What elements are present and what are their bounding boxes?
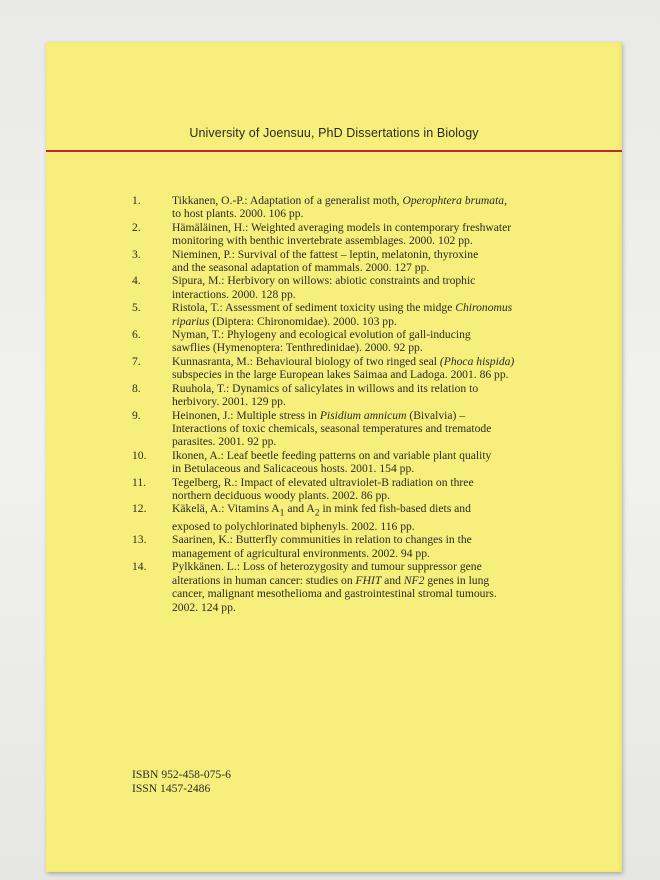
list-item-citation: Sipura, M.: Herbivory on willows: abiotic constraints and trophic interactions. 2000. 128 pp. — [172, 274, 476, 301]
list-item — [132, 355, 572, 382]
list-item — [132, 560, 572, 614]
list-item-number: 10. — [132, 448, 147, 462]
list-item — [132, 328, 572, 355]
list-item-citation: Nieminen, P.: Survival of the fattest – leptin, melatonin, thyroxine and the seasonal adaptation of mammals. 2000. 127 pp. — [172, 247, 479, 275]
list-item — [132, 248, 572, 275]
list-item — [132, 449, 572, 476]
list-item-citation: Heinonen, J.: Multiple stress in Pisidium amnicum (Bivalvia) – Interactions of toxic chemicals, seasonal temperatures and trematode parasites. 2001. 92 pp. — [172, 408, 492, 449]
identifier-block — [132, 768, 231, 796]
list-item-number: 5. — [132, 301, 141, 315]
issn-number: ISSN 1457-2486 — [132, 782, 211, 795]
list-item-number: 13. — [132, 533, 147, 547]
isbn-number: ISBN 952-458-075-6 — [132, 768, 231, 781]
list-item — [132, 301, 572, 328]
list-item — [132, 382, 572, 409]
list-item-number: 7. — [132, 354, 141, 368]
list-item — [132, 476, 572, 503]
series-title: University of Joensuu, PhD Dissertations in Biology — [189, 126, 479, 140]
red-divider-rule — [46, 150, 622, 152]
list-item — [132, 533, 572, 560]
dissertation-list — [132, 194, 572, 614]
list-item — [132, 194, 572, 221]
list-item-number: 4. — [132, 274, 141, 288]
list-item-number: 12. — [132, 502, 147, 516]
list-item-citation: Nyman, T.: Phylogeny and ecological evolution of gall-inducing sawflies (Hymenoptera: Tenthredinidae). 2000. 92 pp. — [172, 328, 471, 355]
list-item-citation: Ruuhola, T.: Dynamics of salicylates in willows and its relation to herbivory. 2001. 129 pp. — [172, 381, 479, 409]
list-item-number: 11. — [132, 475, 147, 489]
list-item — [132, 409, 572, 449]
list-item-citation: Tikkanen, O.-P.: Adaptation of a generalist moth, Operophtera brumata, to host plants. 2000. 106 pp. — [172, 194, 508, 221]
list-item-citation: Ikonen, A.: Leaf beetle feeding patterns on and variable plant quality in Betulaceous and Salicaceous hosts. 2001. 154 pp. — [172, 448, 492, 476]
list-item — [132, 221, 572, 248]
list-item-number: 9. — [132, 408, 141, 422]
list-item-number: 1. — [132, 194, 141, 207]
list-item-number: 14. — [132, 560, 147, 574]
list-item — [132, 274, 572, 301]
list-item-citation: Käkelä, A.: Vitamins $A_1$ and $A_2$ in mink fed fish-based diets and exposed to polychlorinated biphenyls. 2002. 116 pp. — [172, 502, 471, 534]
list-item-citation: Kunnasranta, M.: Behavioural biology of two ringed seal (Phoca hispida) subspecies in the large European lakes Saimaa and Ladoga. 2001. 86 pp. — [172, 354, 515, 382]
list-item-number: 6. — [132, 328, 141, 342]
list-item-number: 2. — [132, 220, 141, 234]
list-item-citation: Ristola, T.: Assessment of sediment toxicity using the midge Chironomus riparius (Diptera: Chironomidae). 2000. 103 pp. — [172, 301, 513, 328]
list-item — [132, 502, 572, 533]
list-item-citation: Hämäläinen, H.: Weighted averaging models in contemporary freshwater monitoring with benthic invertebrate assemblages. 2000. 102 pp. — [172, 220, 512, 248]
list-item-citation: Tegelberg, R.: Impact of elevated ultraviolet-B radiation on three northern deciduous woody plants. 2002. 86 pp. — [172, 475, 474, 502]
list-item-citation: Saarinen, K.: Butterfly communities in relation to changes in the management of agricultural environments. 2002. 94 pp. — [172, 533, 472, 560]
list-item-citation: Pylkkänen. L.: Loss of heterozygosity and tumour suppressor gene alterations in human cancer: studies on FHIT and NF2 genes in lung cancer, malignant mesothelioma and gastrointestinal stromal tumours. 2002. 124 pp. — [172, 560, 497, 614]
book-back-cover — [46, 42, 622, 872]
list-item-number: 3. — [132, 247, 141, 261]
list-item-number: 8. — [132, 381, 141, 395]
